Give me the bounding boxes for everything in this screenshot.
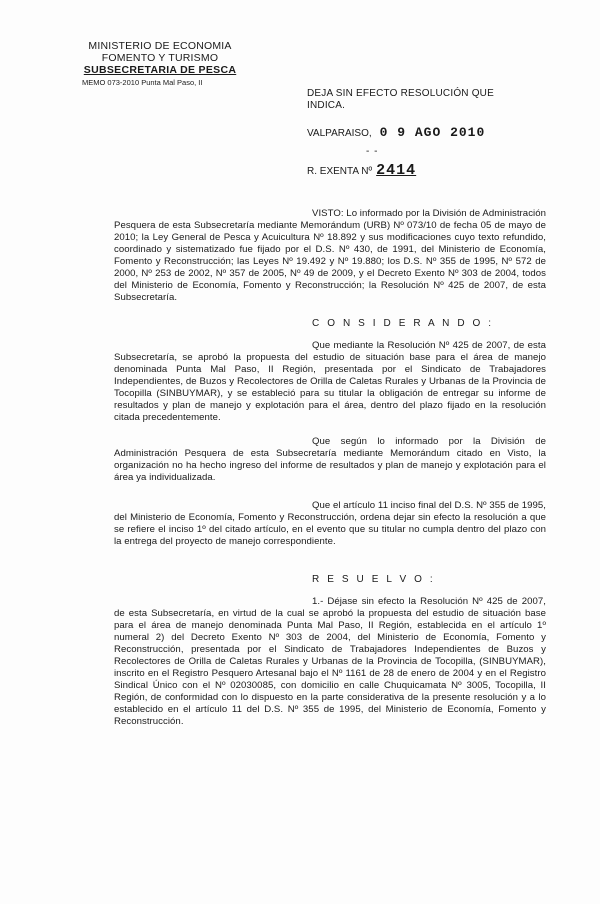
place-date (307, 125, 485, 140)
exenta-label: R. EXENTA Nº (307, 166, 373, 177)
considerando-heading: C O N S I D E R A N D O : (312, 318, 494, 329)
document-subject: DEJA SIN EFECTO RESOLUCIÓN QUE INDICA. (307, 88, 494, 111)
considerando-text-1: Que mediante la Resolución Nº 425 de 2007, de esta Subsecretaría, se aprobó la propuesta del estudio de situación base para el área de manejo denominada Punta Mal Paso, II Región, presentada por el Sindicato de Trabajadores Independientes, de Buzos y Recolectores de Orilla de Caletas Rurales y Urbanas de la Provincia de Tocopilla (SINBUYMAR), y se estableció para su titular la obligación de entregar su informe de resultados y plan de manejo y explotación para el área, dentro del plazo fijado en la resolución citada precedentemente. (114, 340, 546, 423)
visto-section (114, 208, 546, 304)
subsecretaria-name: SUBSECRETARIA DE PESCA (83, 64, 237, 76)
exenta-number: 2414 (376, 162, 417, 179)
resuelvo-heading: R E S U E L V O : (312, 574, 436, 585)
considerando-text-3: Que el artículo 11 inciso final del D.S. Nº 355 de 1995, del Ministerio de Economía, Fomento y Reconstrucción, ordena dejar sin efecto la resolución a que se refiere el inciso 1º del citado artículo, en el evento que su titular no cumpla dentro del plazo con la entrega del proyecto de manejo correspondiente. (114, 500, 546, 547)
date-dashes: - - (366, 146, 379, 157)
considerando-paragraph-1 (114, 340, 546, 424)
resuelvo-text-1: 1.- Déjase sin efecto la Resolución Nº 425 de 2007, de esta Subsecretaría, en virtud de la cual se aprobó la propuesta del estudio de situación base para el área de manejo denominada Punta Mal Paso, II Región, establecida en el artículo 1º numeral 2) del Decreto Exento Nº 303 de 2004, del Ministerio de Economía, Fomento y Reconstrucción, presentada por el Sindicato de Trabajadores Independientes de Buzos y Recolectores de Orilla de Caletas Rurales y Urbanas de la Provincia de Tocopilla, (SINBUYMAR), inscrito en el Registro Pesquero Artesanal bajo el Nº 1161 de 28 de enero de 2004 y en el Registro Sindical Único con el Nº 02030085, con domicilio en calle Chuquicamata Nº 3005, Tocopilla, II Región, de conformidad con lo dispuesto en la parte considerativa de la presente resolución y a lo establecido en el artículo 11 del D.S. Nº 355 de 1995, del Ministerio de Economía, Fomento y Reconstrucción. (114, 596, 546, 727)
ministry-name: MINISTERIO DE ECONOMIA (88, 40, 232, 52)
considerando-paragraph-3 (114, 500, 546, 548)
date-stamp: 0 9 AGO 2010 (379, 125, 486, 140)
resolution-number (307, 162, 416, 179)
resuelvo-paragraph-1 (114, 596, 546, 728)
ministry-name-line2: FOMENTO Y TURISMO (101, 52, 219, 64)
place-name: VALPARAISO, (307, 128, 372, 139)
letterhead (70, 40, 250, 89)
memo-reference: MEMO 073-2010 Punta Mal Paso, II (82, 78, 203, 87)
considerando-text-2: Que según lo informado por la División de Administración Pesquera de esta Subsecretaría mediante Memorándum citado en Visto, la organización no ha hecho ingreso del informe de resultados y plan de manejo y explotación para el área ya individualizada. (114, 436, 546, 483)
considerando-paragraph-2 (114, 436, 546, 484)
visto-paragraph: VISTO: Lo informado por la División de Administración Pesquera de esta Subsecretaría mediante Memorándum (URB) Nº 073/10 de fecha 05 de mayo de 2010; la Ley General de Pesca y Acuicultura Nº 18.892 y sus modificaciones cuyo texto refundido, coordinado y sistematizado fue fijado por el D.S. Nº 430, de 1991, del Ministerio de Economía, Fomento y Reconstrucción; las Leyes Nº 19.492 y Nº 19.880; los D.S. Nº 355 de 1995, Nº 572 de 2000, Nº 253 de 2002, Nº 357 de 2005, Nº 49 de 2009, y el Decreto Exento Nº 303 de 2004, todos del Ministerio de Economía, Fomento y Reconstrucción; la Resolución Nº 425 de 2007, de esta Subsecretaría. (114, 208, 546, 303)
